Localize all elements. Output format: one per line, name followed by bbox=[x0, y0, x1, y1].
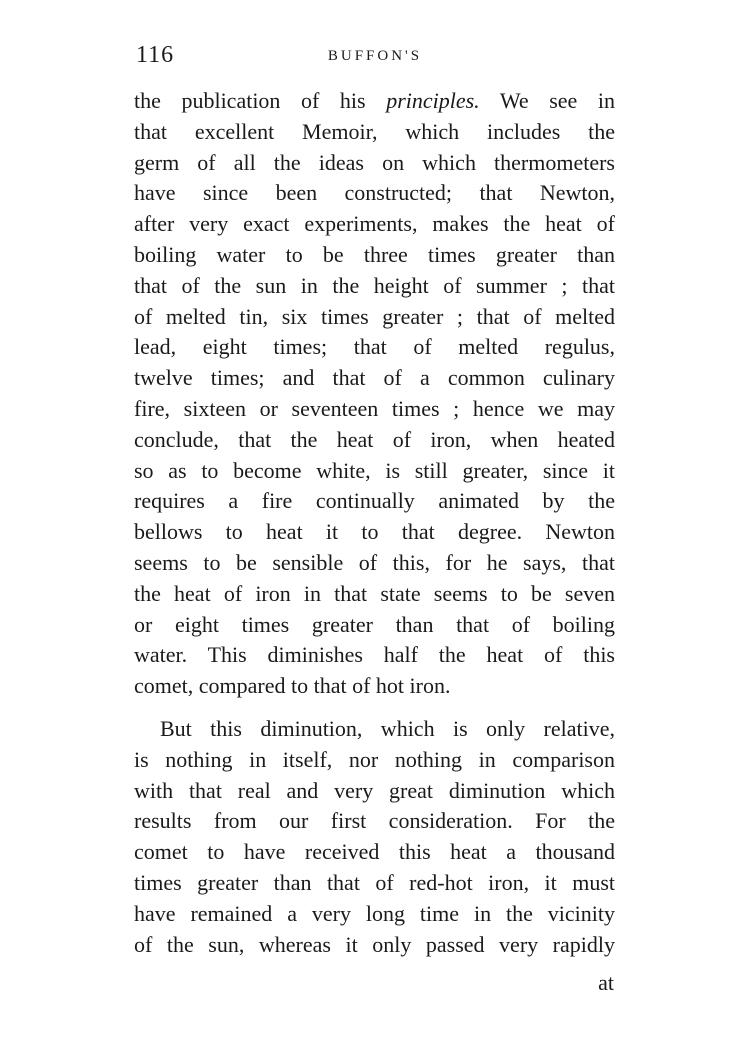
text-line: boiling water to be three times greater than bbox=[134, 241, 615, 267]
text-line: of the sun, whereas it only passed very rapidly bbox=[134, 931, 615, 957]
text-line bbox=[134, 86, 615, 117]
catchword: at bbox=[598, 970, 614, 995]
text-line: lead, eight times; that of melted regulus, bbox=[134, 334, 615, 360]
text-line: that excellent Memoir, which includes the bbox=[134, 118, 615, 144]
text-line: results from our first consideration. For the bbox=[134, 808, 615, 834]
text-line: comet, compared to that of hot iron. bbox=[134, 673, 451, 699]
text-line: have since been constructed; that Newton, bbox=[134, 180, 615, 206]
text-line: so as to become white, is still greater, since it bbox=[134, 457, 615, 483]
text-line: requires a fire continually animated by the bbox=[134, 488, 615, 514]
text-line: seems to be sensible of this, for he says, that bbox=[134, 549, 615, 575]
text-line: fire, sixteen or seventeen times ; hence we may bbox=[134, 395, 615, 421]
text-line: water. This diminishes half the heat of this bbox=[134, 642, 615, 668]
text-line: germ of all the ideas on which thermometers bbox=[134, 149, 615, 175]
text-line: that of the sun in the height of summer ; that bbox=[134, 272, 615, 298]
text-line: after very exact experiments, makes the heat of bbox=[134, 211, 615, 237]
text-line: twelve times; and that of a common culinary bbox=[134, 365, 615, 391]
text-line: times greater than that of red-hot iron, it must bbox=[134, 869, 615, 895]
text-line-segment: We see in bbox=[479, 88, 616, 113]
running-head: BUFFON'S bbox=[327, 48, 423, 64]
page-number: 116 bbox=[136, 42, 175, 68]
text-line: is nothing in itself, nor nothing in comparison bbox=[134, 746, 615, 772]
text-line: But this diminution, which is only relative, bbox=[160, 715, 615, 741]
italic-word: principles. bbox=[386, 88, 480, 113]
paragraph bbox=[134, 86, 615, 702]
text-line: the heat of iron in that state seems to be seven bbox=[134, 580, 615, 606]
paragraph-gap bbox=[134, 702, 615, 714]
text-block bbox=[134, 86, 615, 960]
text-line: or eight times greater than that of boiling bbox=[134, 611, 615, 637]
text-line: have remained a very long time in the vicinity bbox=[134, 900, 615, 926]
text-line-segment: the publication of his bbox=[134, 88, 387, 113]
text-line: comet to have received this heat a thousand bbox=[134, 839, 615, 865]
text-line: of melted tin, six times greater ; that of melted bbox=[134, 303, 615, 329]
text-line: conclude, that the heat of iron, when heated bbox=[134, 426, 615, 452]
text-line: bellows to heat it to that degree. Newton bbox=[134, 519, 615, 545]
text-line: with that real and very great diminution which bbox=[134, 777, 615, 803]
paragraph bbox=[134, 714, 615, 960]
